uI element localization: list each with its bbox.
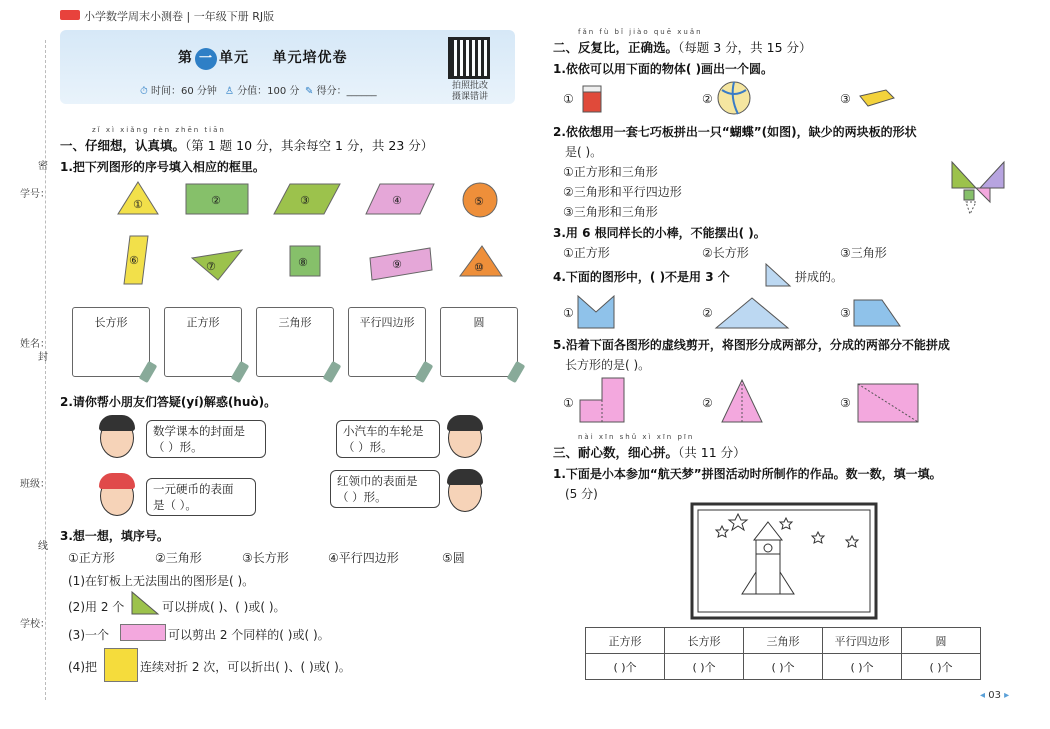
s2-q4-opt2: ②	[702, 306, 713, 320]
section2-title: 二、反复比，正确选。（每题 3 分，共 15 分）	[553, 40, 812, 55]
s2-q3-opt2: ②长方形	[702, 246, 749, 260]
answer-box-square[interactable]: 正方形	[164, 307, 242, 377]
page-number: ◂ 03 ▸	[980, 690, 1010, 701]
pencil-icon	[415, 361, 434, 383]
shape-label-7: ⑦	[206, 260, 216, 273]
table-cell-square[interactable]: ( )个	[586, 654, 665, 680]
s1-q3-sub4-b: 连续对折 2 次，可以折出( )、( )或( )。	[140, 660, 351, 674]
boy-avatar-1	[100, 418, 134, 458]
eraser-icon	[856, 86, 896, 110]
s2-q2-opt3: ③三角形和三角形	[563, 205, 658, 219]
s2-q3-opt1: ①正方形	[563, 246, 610, 260]
volleyball-icon	[716, 80, 752, 116]
speech-bubble-1: 数学课本的封面是 （ ）形。	[146, 420, 266, 458]
s3-question-1-b: (5 分)	[565, 487, 598, 501]
side-mark-mi: 密	[38, 161, 48, 172]
option-4: ④平行四边形	[328, 551, 399, 565]
s2-question-2-a: 2.依依想用一套七巧板拼出一只“蝴蝶”(如图)，缺少的两块板的形状	[553, 125, 917, 139]
diagonal-rectangle-figure	[856, 382, 920, 424]
s1-question-2: 2.请你帮小朋友们答疑(yí)解惑(huò)。	[60, 395, 277, 409]
s3-question-1-a: 1.下面是小本参加“航天梦”拼图活动时所制作的作品。数一数，填一填。	[553, 467, 942, 481]
trapezoid-figure	[852, 298, 902, 328]
count-table	[585, 627, 981, 680]
triangle-piece-icon	[130, 590, 160, 616]
table-cell-rectangle[interactable]: ( )个	[665, 654, 744, 680]
s2-q1-opt1: ①	[563, 92, 574, 106]
butterfly-tangram-figure	[950, 160, 1006, 216]
option-5: ⑤圆	[442, 551, 465, 565]
girl-avatar-2	[448, 472, 482, 512]
section1-pinyin: zǐ xì xiǎng rèn zhēn tiān	[92, 126, 226, 134]
side-label-school: 学校：	[20, 619, 50, 630]
pencil-icon	[323, 361, 342, 383]
s2-q1-opt2: ②	[702, 92, 713, 106]
s2-q5-opt1: ①	[563, 396, 574, 410]
binding-line	[45, 40, 46, 700]
s2-question-5-a: 5.沿着下面各图形的虚线剪开，将图形分成两部分，分成的两部分不能拼成	[553, 338, 950, 352]
shape-label-10: ⑩	[474, 261, 484, 274]
s2-q5-opt3: ③	[840, 396, 851, 410]
s1-question-3: 3.想一想，填序号。	[60, 529, 169, 543]
pencil-icon	[231, 361, 250, 383]
rocket-puzzle-figure	[690, 502, 878, 620]
prev-arrow-icon: ◂	[980, 690, 986, 701]
table-header-triangle: 三角形	[744, 628, 823, 654]
s2-question-4-a: 4.下面的图形中，( )不是用 3 个	[553, 270, 730, 284]
s1-q3-sub2-b: 可以拼成( )、( )或( )。	[162, 600, 286, 614]
answer-box-triangle[interactable]: 三角形	[256, 307, 334, 377]
s1-q3-sub2-a: (2)用 2 个	[68, 600, 125, 614]
option-1: ①正方形	[68, 551, 115, 565]
side-label-class: 班级：	[20, 479, 50, 490]
shape-label-9: ⑨	[392, 258, 402, 271]
s2-q2-opt2: ②三角形和平行四边形	[563, 185, 682, 199]
section2-pinyin: fǎn fù bǐ jiào quē xuǎn	[578, 28, 703, 36]
shape-label-5: ⑤	[474, 195, 484, 208]
cup-icon	[580, 82, 604, 114]
pencil-icon	[139, 361, 158, 383]
s1-q3-sub3-b: 可以剪出 2 个同样的( )或( )。	[168, 628, 330, 642]
unit-number-badge: 一	[195, 48, 217, 70]
speech-bubble-4: 红领巾的表面是 （ ）形。	[330, 470, 440, 508]
m-shape-figure	[576, 294, 618, 330]
shape-label-2: ②	[211, 194, 221, 207]
shape-label-6: ⑥	[129, 254, 139, 267]
shape-label-1: ①	[133, 198, 143, 211]
option-2: ②三角形	[155, 551, 202, 565]
section3-pinyin: nài xīn shǔ xì xīn pīn	[578, 433, 695, 441]
speech-bubble-3: 一元硬币的表面 是（ ）。	[146, 478, 256, 516]
speech-bubble-2: 小汽车的车轮是 （ ）形。	[336, 420, 440, 458]
table-cell-triangle[interactable]: ( )个	[744, 654, 823, 680]
s2-question-3: 3.用 6 根同样长的小棒，不能摆出( )。	[553, 226, 766, 240]
pencil-icon	[507, 361, 526, 383]
answer-box-circle[interactable]: 圆	[440, 307, 518, 377]
next-arrow-icon: ▸	[1004, 690, 1010, 701]
shape-7-triangle	[192, 250, 242, 280]
time-info: ⏱ 时间：60 分钟	[140, 86, 217, 97]
s1-q3-sub3-a: (3)一个	[68, 628, 109, 642]
table-header-square: 正方形	[586, 628, 665, 654]
s2-q4-opt3: ③	[840, 306, 851, 320]
s2-question-5-b: 长方形的是( )。	[565, 358, 651, 372]
s2-q4-opt1: ①	[563, 306, 574, 320]
pink-rectangle-icon	[120, 624, 166, 641]
series-title: 小学数学周末小测卷 | 一年级下册 RJ版	[84, 10, 275, 23]
s2-question-2-b: 是( )。	[565, 145, 603, 159]
s2-q5-opt2: ②	[702, 396, 713, 410]
qr-code-icon[interactable]	[448, 37, 490, 79]
section1-title: 一、仔细想，认真填。（第 1 题 10 分，其余每空 1 分，共 23 分）	[60, 138, 434, 153]
s1-q3-sub4-a: (4)把	[68, 660, 97, 674]
score-got-info: ✎ 得分：______	[305, 86, 377, 97]
table-cell-parallelogram[interactable]: ( )个	[823, 654, 902, 680]
answer-box-rectangle[interactable]: 长方形	[72, 307, 150, 377]
s2-q3-opt3: ③三角形	[840, 246, 887, 260]
side-mark-feng: 封	[38, 352, 48, 363]
boy-avatar-2	[448, 418, 482, 458]
shape-label-8: ⑧	[298, 256, 308, 269]
triangle-piece-icon	[764, 262, 792, 288]
shapes-figure	[100, 178, 520, 288]
s1-question-1: 1.把下列图形的序号填入相应的框里。	[60, 160, 265, 174]
table-header-rectangle: 长方形	[665, 628, 744, 654]
shape-label-3: ③	[300, 194, 310, 207]
girl-avatar-1	[100, 476, 134, 516]
s2-question-1: 1.依依可以用下面的物体( )画出一个圆。	[553, 62, 774, 76]
table-cell-circle[interactable]: ( )个	[902, 654, 981, 680]
section3-title: 三、耐心数，细心拼。（共 11 分）	[553, 445, 746, 460]
big-triangle-figure	[714, 296, 790, 330]
qr-caption: 拍照批改 摄课错讲	[451, 81, 488, 102]
s2-q2-opt1: ①正方形和三角形	[563, 165, 658, 179]
unit-title: 第 一 单元 单元培优卷	[178, 47, 348, 70]
side-label-name: 姓名：	[20, 339, 50, 350]
answer-box-parallelogram[interactable]: 平行四边形	[348, 307, 426, 377]
isosceles-triangle-figure	[720, 378, 764, 424]
yellow-square-icon	[104, 648, 138, 682]
shape-label-4: ④	[392, 194, 402, 207]
s2-q1-opt3: ③	[840, 92, 851, 106]
l-shape-figure	[578, 376, 628, 424]
series-logo	[60, 10, 80, 20]
option-3: ③长方形	[242, 551, 289, 565]
table-header-parallelogram: 平行四边形	[823, 628, 902, 654]
side-label-number: 学号：	[20, 189, 50, 200]
side-mark-xian: 线	[38, 541, 48, 552]
unit-name: 单元培优卷	[272, 50, 348, 66]
table-header-circle: 圆	[902, 628, 981, 654]
score-total-info: ♙ 分值：100 分	[225, 86, 300, 97]
s1-q3-sub1: (1)在钉板上无法围出的图形是( )。	[68, 574, 255, 588]
s2-question-4-b: 拼成的。	[795, 270, 844, 284]
